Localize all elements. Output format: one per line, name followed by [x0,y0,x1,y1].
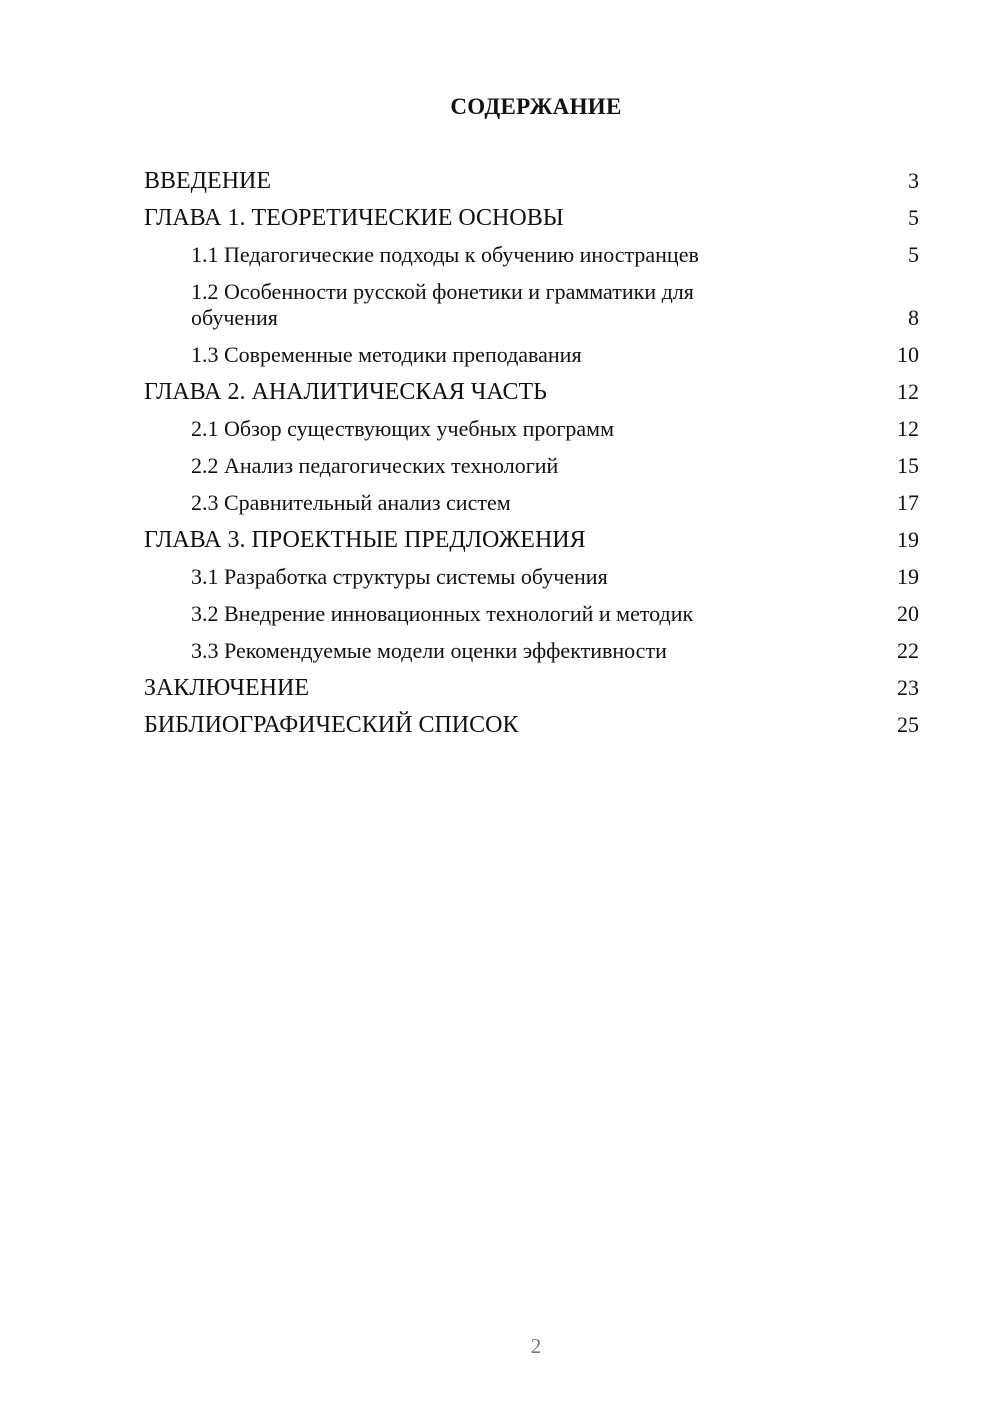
toc-entry-label: 3.2 Внедрение инновационных технологий и методик [191,601,694,626]
toc-entry-label: 2.3 Сравнительный анализ систем [191,490,511,515]
toc-entry-page: 22 [897,638,919,663]
toc-entry-section-2-3[interactable] [144,490,919,516]
toc-entry-section-2-2[interactable] [144,453,919,479]
toc-entry-section-1-3[interactable] [144,342,919,368]
toc-entry-page: 23 [897,675,919,700]
toc-entry-introduction[interactable] [144,168,919,194]
toc-entry-section-1-2[interactable] [144,279,919,331]
toc-entry-page: 17 [897,490,919,515]
toc-entry-label: 2.2 Анализ педагогических технологий [191,453,559,478]
toc-entry-section-2-1[interactable] [144,416,919,442]
toc-entry-page: 8 [908,305,919,330]
toc-entry-section-1-1[interactable] [144,242,919,268]
toc-entry-label: 1.2 Особенности русской фонетики и грамматики для обучения [191,279,694,330]
toc-entry-section-3-3[interactable] [144,638,919,664]
toc-entry-label: 3.3 Рекомендуемые модели оценки эффективности [191,638,667,663]
toc-entry-label: 2.1 Обзор существующих учебных программ [191,416,615,441]
table-of-contents [144,168,919,749]
toc-entry-label: БИБЛИОГРАФИЧЕСКИЙ СПИСОК [144,712,519,738]
toc-entry-page: 12 [897,379,919,404]
toc-entry-page: 20 [897,601,919,626]
toc-entry-label: ЗАКЛЮЧЕНИЕ [144,675,309,701]
toc-entry-label: ГЛАВА 1. ТЕОРЕТИЧЕСКИЕ ОСНОВЫ [144,205,564,231]
toc-entry-section-3-1[interactable] [144,564,919,590]
toc-entry-page: 5 [908,205,919,230]
toc-entry-bibliography[interactable] [144,712,919,738]
toc-entry-page: 19 [897,564,919,589]
toc-entry-page: 3 [908,168,919,193]
toc-entry-page: 15 [897,453,919,478]
toc-entry-label: 1.3 Современные методики преподавания [191,342,582,367]
toc-entry-label: ГЛАВА 3. ПРОЕКТНЫЕ ПРЕДЛОЖЕНИЯ [144,527,586,553]
toc-entry-page: 25 [897,712,919,737]
toc-entry-page: 19 [897,527,919,552]
page-title: СОДЕРЖАНИЕ [450,94,622,119]
toc-entry-label: 1.1 Педагогические подходы к обучению иностранцев [191,242,699,267]
toc-entry-chapter-1[interactable] [144,205,919,231]
toc-entry-label: 3.1 Разработка структуры системы обучения [191,564,608,589]
toc-entry-page: 12 [897,416,919,441]
toc-entry-chapter-3[interactable] [144,527,919,553]
toc-entry-chapter-2[interactable] [144,379,919,405]
toc-entry-label: ГЛАВА 2. АНАЛИТИЧЕСКАЯ ЧАСТЬ [144,379,547,405]
toc-entry-conclusion[interactable] [144,675,919,701]
toc-entry-section-3-2[interactable] [144,601,919,627]
toc-entry-page: 10 [897,342,919,367]
page-number: 2 [530,1334,542,1358]
toc-entry-page: 5 [908,242,919,267]
toc-entry-label: ВВЕДЕНИЕ [144,168,272,194]
